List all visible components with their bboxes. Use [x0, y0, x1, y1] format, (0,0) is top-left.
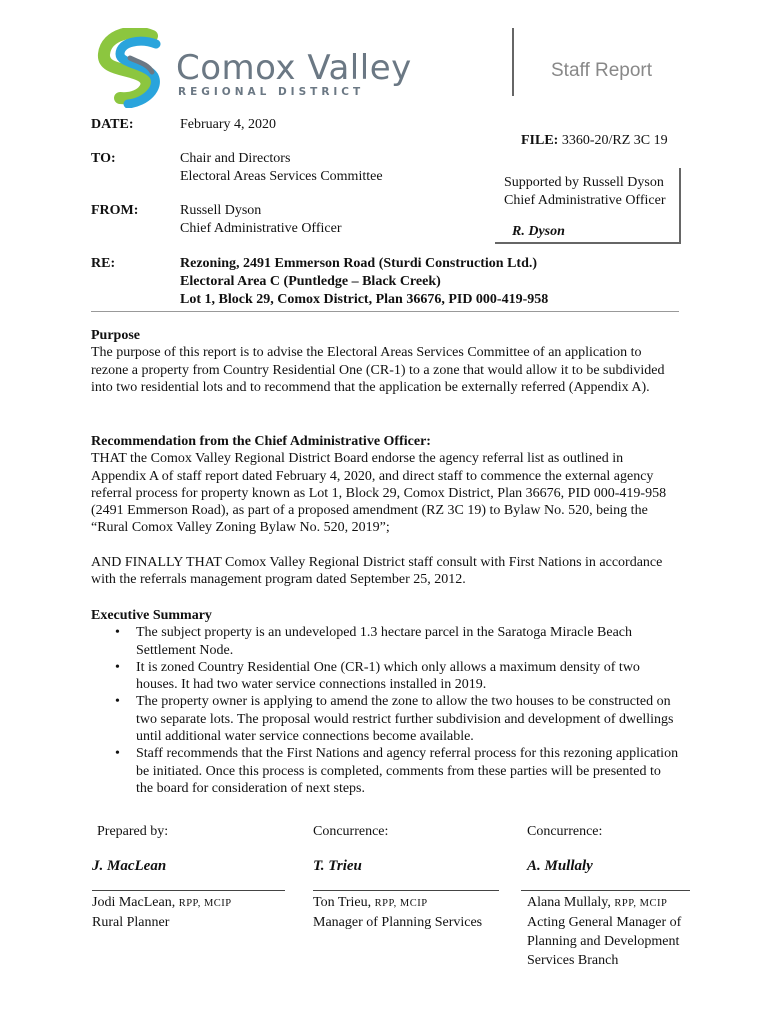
logo-subtitle: REGIONAL DISTRICT [178, 86, 365, 98]
recommendation-section [91, 433, 681, 588]
cvrd-logo-icon [94, 28, 174, 108]
executive-summary-section [91, 607, 681, 797]
header-rule [91, 311, 679, 312]
re-subject [180, 255, 548, 309]
file-label: FILE: [521, 133, 559, 148]
re-line: Lot 1, Block 29, Comox District, Plan 36676, PID 000-419-958 [180, 292, 549, 307]
re-line: Rezoning, 2491 Emmerson Road (Sturdi Construction Ltd.) [180, 256, 538, 271]
signature-block [527, 822, 699, 970]
signature-line [92, 890, 285, 891]
signature-block [313, 822, 508, 932]
cao-signature: R. Dyson [512, 224, 565, 239]
cao-approval-text [504, 174, 665, 210]
signature: T. Trieu [313, 858, 362, 874]
purpose-section [91, 327, 681, 396]
signatory-name-text: Alana Mullaly, [527, 895, 611, 910]
to-label: TO: [91, 151, 116, 166]
file-reference [521, 133, 668, 149]
to-recipients [180, 150, 383, 186]
from-line: Russell Dyson [180, 203, 262, 218]
summary-bullet: • Staff recommends that the First Nations and agency referral process for this rezoning application be initiated. Once this process is completed, comments from these parties will be presented to the board for consideration of next steps. [91, 745, 681, 797]
summary-list [91, 624, 681, 797]
date-value: February 4, 2020 [180, 117, 277, 132]
signature: A. Mullaly [527, 858, 593, 874]
from-sender [180, 202, 341, 238]
logo-name: Comox Valley [176, 48, 412, 88]
cao-line: Supported by Russell Dyson [504, 175, 664, 190]
summary-bullet: • The property owner is applying to amend the zone to allow the two houses to be constructed on two separate lots. The proposal would restrict further subdivision and development of dwellings until additional water service connections become available. [91, 693, 681, 745]
date-label: DATE: [91, 117, 134, 132]
signatory-name [92, 893, 287, 913]
summary-bullet: • It is zoned Country Residential One (CR-1) which only allows a maximum density of two houses. It had two water service connections installed in 2019. [91, 659, 681, 694]
summary-bullet: • The subject property is an undeveloped 1.3 hectare parcel in the Saratoga Miracle Beach Settlement Node. [91, 624, 681, 659]
purpose-heading: Purpose [91, 328, 140, 343]
signature-line [313, 890, 499, 891]
signatory-title: Rural Planner [92, 915, 170, 930]
signatory-name [527, 893, 699, 913]
from-label: FROM: [91, 203, 139, 218]
signatory-name [313, 893, 508, 913]
document-type: Staff Report [551, 60, 653, 81]
re-label: RE: [91, 256, 116, 271]
to-line: Electoral Areas Services Committee [180, 169, 383, 184]
purpose-text: The purpose of this report is to advise the Electoral Areas Services Committee of an application to rezone a property from Country Residential One (CR-1) to a zone that would allow it to be subdivided into two residential lots and to recommend that the application be externally referred (Appendix A). [91, 345, 665, 395]
signatory-name-text: Ton Trieu, [313, 895, 372, 910]
recommendation-heading: Recommendation from the Chief Administrative Officer: [91, 434, 431, 449]
re-line: Electoral Area C (Puntledge – Black Creek) [180, 274, 441, 289]
recommendation-para: THAT the Comox Valley Regional District Board endorse the agency referral list as outlined in Appendix A of staff report dated February 4, 2020, and direct staff to commence the external agency referral process for property known as Lot 1, Block 29, Comox District, Plan 36676, PID 000-419-958 (2491 Emmerson Road), as part of a proposed amendment (RZ 3C 19) to Bylaw No. 520, being the “Rural Comox Valley Zoning Bylaw No. 520, 2019”; [91, 451, 667, 536]
summary-heading: Executive Summary [91, 608, 212, 623]
file-value: 3360-20/RZ 3C 19 [561, 133, 668, 148]
signatory-title: Acting General Manager of Planning and Development Services Branch [527, 915, 682, 968]
cao-line: Chief Administrative Officer [504, 193, 666, 208]
signatory-credentials: RPP, MCIP [178, 898, 232, 909]
signature-heading: Concurrence: [313, 824, 389, 839]
recommendation-para: AND FINALLY THAT Comox Valley Regional District staff consult with First Nations in accordance with the referrals management program dated September 25, 2012. [91, 554, 663, 588]
signatory-credentials: RPP, MCIP [614, 898, 668, 909]
to-line: Chair and Directors [180, 151, 291, 166]
signatory-title: Manager of Planning Services [313, 915, 483, 930]
signature-heading: Concurrence: [527, 824, 603, 839]
signature-heading: Prepared by: [97, 824, 169, 839]
signature: J. MacLean [92, 858, 167, 874]
signatory-name-text: Jodi MacLean, [92, 895, 176, 910]
signature-block [92, 822, 287, 932]
from-line: Chief Administrative Officer [180, 221, 342, 236]
header-divider [512, 28, 514, 96]
signatory-credentials: RPP, MCIP [374, 898, 428, 909]
signature-line [521, 890, 690, 891]
